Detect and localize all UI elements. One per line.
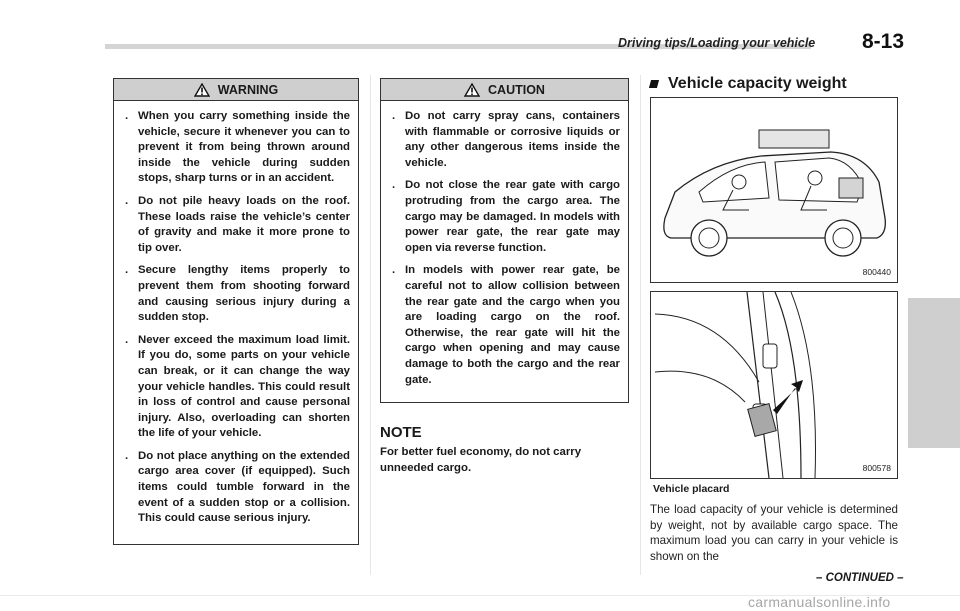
page-number: 8-13	[862, 30, 905, 53]
warning-triangle-icon	[194, 83, 210, 97]
car-cargo-illustration	[651, 98, 897, 282]
warning-item: . Never exceed the maximum load limit. If you do, some parts on your vehicle can break, or it can change the way your vehicle handles. This could result in loss of control and cause personal injury. Also, overloading can shorten the life of your vehicle.	[125, 333, 350, 440]
caution-list	[381, 101, 628, 388]
section-title: Vehicle capacity weight	[668, 75, 847, 92]
warning-box	[113, 78, 359, 545]
warning-item: . Do not pile heavy loads on the roof. These loads raise the vehicle’s center of gravity and make it more prone to tip over.	[125, 194, 350, 254]
note-text: For better fuel economy, do not carry unneeded cargo.	[380, 446, 582, 474]
caution-box	[380, 78, 629, 403]
caution-item: . In models with power rear gate, be careful not to allow collision between the rear gate and the cargo when you are loading cargo on the roof. Otherwise, the rear gate will hit the cargo when opening and may cause damage to both the cargo and the rear gate.	[392, 264, 620, 386]
figure1-code: 800440	[862, 267, 891, 277]
note-title: NOTE	[380, 424, 422, 441]
section-heading	[650, 75, 847, 93]
section-body-text: The load capacity of your vehicle is determined by weight, not by available cargo space. The maximum load you can carry in your vehicle is shown on the	[650, 503, 898, 564]
header-section-title: Driving tips/Loading your vehicle	[618, 36, 816, 50]
caution-header	[381, 79, 628, 101]
figure-vehicle-load	[650, 97, 898, 283]
caution-item: . Do not close the rear gate with cargo protruding from the cargo area. The cargo may be damaged. In models with power rear gate, the rear gate may open via reverse function.	[392, 179, 620, 254]
figure-caption: Vehicle placard	[653, 483, 730, 495]
caution-title: CAUTION	[488, 82, 545, 97]
continued-label: – CONTINUED –	[816, 572, 904, 584]
column-divider-2	[640, 75, 641, 575]
caution-triangle-icon	[464, 83, 480, 97]
caution-item: . Do not carry spray cans, containers with flammable or corrosive liquids or any other dangerous items inside the vehicle.	[392, 110, 620, 169]
warning-header	[114, 79, 358, 101]
warning-item: . When you carry something inside the vehicle, secure it whenever you can to prevent it from being thrown around inside the vehicle during sudden stops, sharp turns or in an accident.	[125, 110, 350, 185]
warning-item: . Do not place anything on the extended cargo area cover (if equipped). Such items could tumble forward in the event of a sudden stop or a collision. This could cause serious injury.	[125, 449, 350, 525]
figure-vehicle-placard	[650, 291, 898, 479]
warning-list	[114, 101, 358, 527]
warning-title: WARNING	[217, 82, 279, 97]
column-divider-1	[370, 75, 371, 575]
chapter-side-tab	[908, 298, 960, 448]
door-pillar-illustration	[651, 292, 897, 478]
figure2-code: 800578	[862, 463, 891, 473]
watermark: carmanualsonline.info	[748, 594, 891, 610]
warning-item: . Secure lengthy items properly to prevent them from shooting forward and causing serious injury during a sudden stop.	[125, 264, 350, 324]
section-marker-icon	[649, 80, 659, 88]
